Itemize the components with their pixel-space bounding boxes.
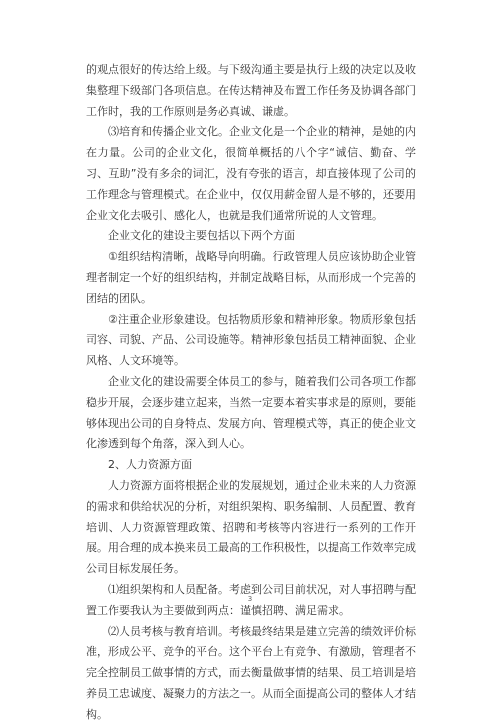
paragraph-corporate-image: ②注重企业形象建设。包括物质形象和精神形象。物质形象包括司容、司貌、产品、公司设施等。精神形象包括员工精神面貌、企业风格、人文环境等。 xyxy=(86,312,416,368)
paragraph-corporate-culture: ⑶培育和传播企业文化。企业文化是一个企业的精神，是她的内在力量。公司的企业文化，很简单概括的八个字“诚信、勤奋、学习、互助”没有多余的词汇，没有夸张的语言，却直接体现了公司的工作理念与管理模式。在企业中，仅仅用薪金留人是不够的，还要用企业文化去吸引、感化人，也就是我们通常所说的人文管理。 xyxy=(86,125,416,222)
section-heading-hr: 2、人力资源方面 xyxy=(108,458,192,472)
paragraph-staffing: ⑴组织架构和人员配备。考虑到公司目前状况，对人事招聘与配置工作要我认为主要做到两点：谨慎招聘、满足需求。 xyxy=(86,582,416,617)
paragraph-culture-building: 企业文化的建设需要全体员工的参与，随着我们公司各项工作都稳步开展，会逐步建立起来，当然一定要本着实事求是的原则，要能够体现出公司的自身特点、发展方向、管理模式等，真正的使企业文化渗透到每个角落，深入到人心。 xyxy=(86,374,416,451)
document-body xyxy=(86,60,416,726)
paragraph-hr-overview: 人力资源方面将根据企业的发展规划，通过企业未来的人力资源的需求和供给状况的分析，对组织架构、职务编制、人员配置、教育培训、人力资源管理政策、招聘和考核等内容进行一系列的工作开展。用合理的成本换来员工最高的工作积极性，以提高工作效率完成公司目标发展任务。 xyxy=(86,478,416,576)
paragraph-communication: 的观点很好的传达给上级。与下级沟通主要是执行上级的决定以及收集整理下级部门各项信息。在传达精神及布置工作任务及协调各部门工作时，我的工作原则是务必真诚、谦虚。 xyxy=(86,63,416,118)
paragraph-assessment-training: ⑵人员考核与教育培训。考核最终结果是建立完善的绩效评价标准，形成公平、竞争的平台。这个平台上有竞争、有激励，管理者不完全控制员工做事情的方式，而去衡量做事情的结果、员工培训是培养员工忠诚度、凝聚力的方法之一。从而全面提高公司的整体人才结构。 xyxy=(86,624,416,721)
paragraph-culture-aspects-heading: 企业文化的建设主要包括以下两个方面 xyxy=(108,229,295,243)
paragraph-org-structure: ①组织结构清晰，战略导向明确。行政管理人员应该协助企业管理者制定一个好的组织结构，并制定战略目标，从而形成一个完善的团结的团队。 xyxy=(86,250,416,305)
page-number: 3 xyxy=(247,595,253,603)
